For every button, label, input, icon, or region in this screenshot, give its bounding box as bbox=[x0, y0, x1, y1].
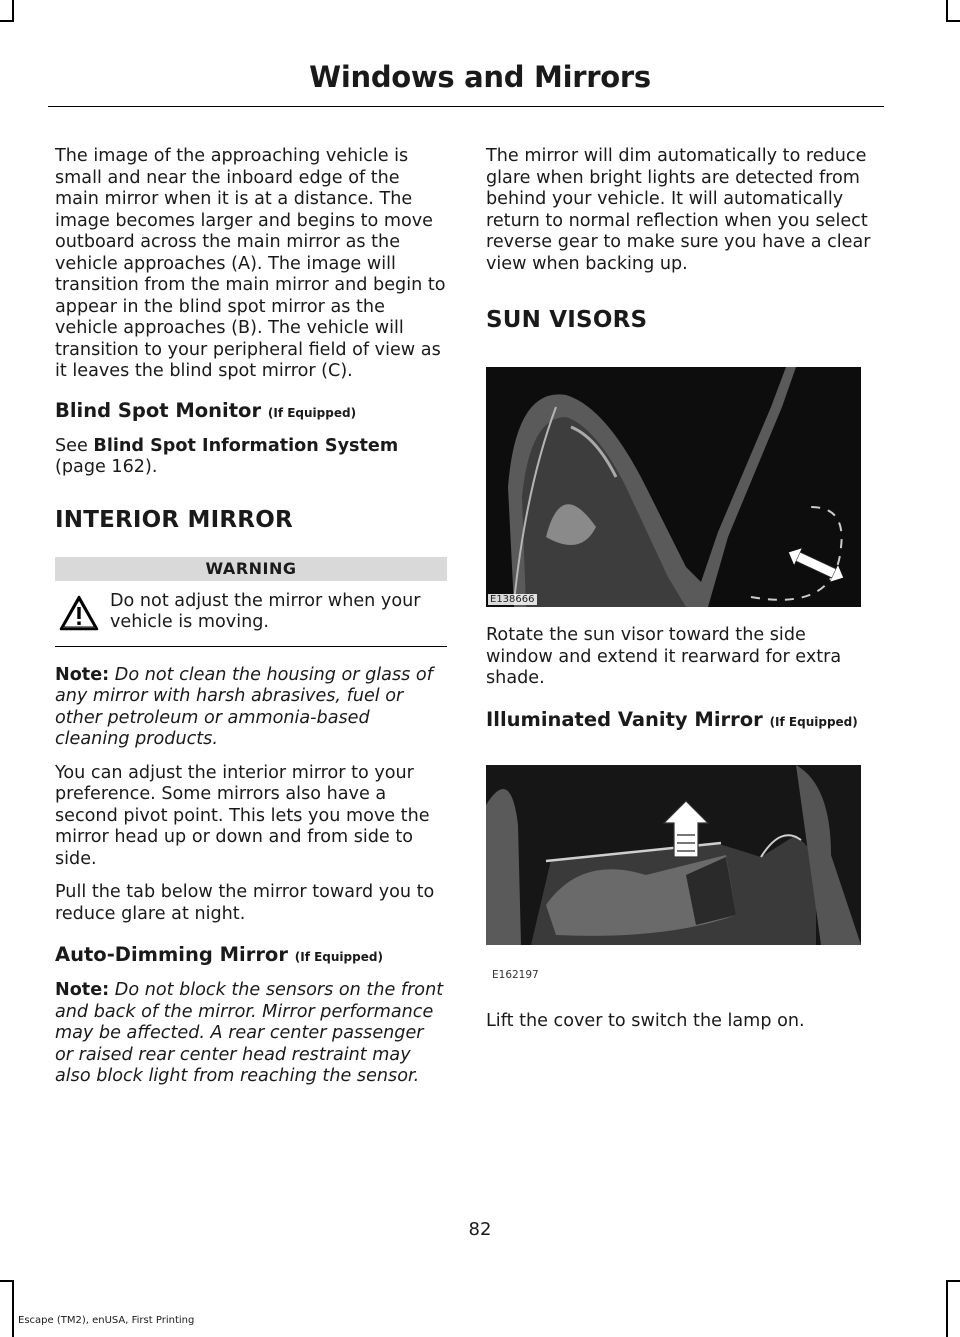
warning-box bbox=[55, 581, 447, 647]
crop-mark bbox=[946, 0, 948, 20]
interior-paragraph-1: You can adjust the interior mirror to your preference. Some mirrors also have a second pivot point. This lets you move the mirror head up or down and from side to side. bbox=[55, 762, 430, 869]
page-number: 82 bbox=[468, 1219, 492, 1240]
warning-triangle-icon bbox=[59, 595, 99, 631]
header-rule bbox=[48, 106, 884, 107]
warning-text: Do not adjust the mirror when your vehicle is moving. bbox=[110, 590, 421, 632]
crop-mark bbox=[946, 20, 960, 22]
blind-spot-see: See Blind Spot Information System (page 162). bbox=[55, 435, 399, 477]
crop-mark bbox=[0, 1280, 14, 1282]
blind-spot-heading: Blind Spot Monitor (If Equipped) bbox=[55, 398, 357, 422]
footer-edition: Escape (TM2), enUSA, First Printing bbox=[18, 1315, 195, 1326]
crop-mark bbox=[0, 20, 14, 22]
sun-visor-figure-code: E138666 bbox=[490, 594, 535, 605]
interior-note: Note: Do not clean the housing or glass of any mirror with harsh abrasives, fuel or other petroleum or ammonia-based cleaning products. bbox=[55, 664, 433, 749]
auto-dimming-paragraph: The mirror will dim automatically to reduce glare when bright lights are detected from behind your vehicle. It will automatically return to normal reflection when you select reverse gear to make sure you have a clear view when backing up. bbox=[486, 146, 871, 274]
auto-dimming-note: Note: Do not block the sensors on the front and back of the mirror. Mirror performance may be affected. A rear center passenger or raised rear center head restraint may also block light from reaching the sensor. bbox=[55, 980, 444, 1086]
sun-visors-heading: SUN VISORS bbox=[486, 307, 648, 333]
left-column bbox=[55, 146, 447, 1100]
warning-title: WARNING bbox=[55, 557, 447, 581]
if-equipped-qualifier: (If Equipped) bbox=[267, 405, 357, 420]
sun-visor-text: Rotate the sun visor toward the side window and extend it rearward for extra shade. bbox=[486, 625, 842, 688]
interior-mirror-heading: INTERIOR MIRROR bbox=[55, 506, 293, 533]
crop-mark bbox=[12, 1280, 14, 1337]
right-column bbox=[486, 146, 878, 1044]
vanity-mirror-text: Lift the cover to switch the lamp on. bbox=[486, 1010, 805, 1031]
page-title: Windows and Mirrors bbox=[309, 60, 651, 94]
vanity-mirror-figure bbox=[486, 765, 861, 945]
vanity-mirror-illustration bbox=[486, 765, 861, 945]
if-equipped-qualifier: (If Equipped) bbox=[294, 950, 383, 964]
crop-mark bbox=[12, 0, 14, 20]
sun-visor-illustration bbox=[486, 367, 861, 607]
intro-paragraph: The image of the approaching vehicle is small and near the inboard edge of the main mirror when it is at a distance. The image becomes larger and begins to move outboard across the main mirror as the vehicle approaches (A). The image will transition from the main mirror and begin to appear in the blind spot mirror as the vehicle approaches (B). The vehicle will transition to your peripheral field of view as it leaves the blind spot mirror (C). bbox=[55, 146, 446, 381]
vanity-mirror-heading: Illuminated Vanity Mirror (If Equipped) bbox=[486, 707, 858, 731]
auto-dimming-heading: Auto-Dimming Mirror (If Equipped) bbox=[55, 943, 383, 966]
interior-paragraph-2: Pull the tab below the mirror toward you to reduce glare at night. bbox=[55, 882, 435, 924]
sun-visor-figure bbox=[486, 367, 861, 607]
blind-spot-ref-link[interactable]: Blind Spot Information System bbox=[93, 435, 399, 456]
vanity-mirror-figure-code: E162197 bbox=[492, 968, 539, 981]
crop-mark bbox=[946, 1280, 960, 1282]
if-equipped-qualifier: (If Equipped) bbox=[769, 714, 858, 729]
crop-mark bbox=[946, 1280, 948, 1337]
